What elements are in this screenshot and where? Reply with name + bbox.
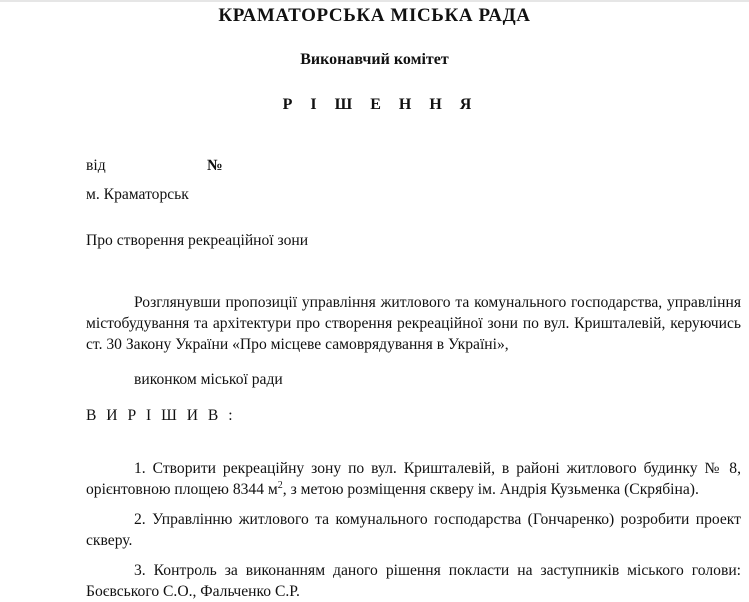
number-label: №	[207, 157, 223, 174]
resolution-item-3: 3. Контроль за виконанням даного рішення покласти на заступників міського голови: Боєвського С.О., Фальченко С.Р.	[86, 562, 741, 600]
issuer-line: виконком міської ради	[134, 371, 283, 388]
city-label: м. Краматорськ	[86, 186, 189, 203]
council-name-heading: КРАМАТОРСЬКА МІСЬКА РАДА	[218, 5, 531, 26]
resolved-heading: В И Р І Ш И В :	[86, 407, 236, 424]
item-1-text-b: , з метою розміщення скверу ім. Андрія Кузьменка (Скрябіна).	[282, 481, 699, 498]
committee-heading: Виконавчий комітет	[300, 51, 449, 68]
subject-line: Про створення рекреаційної зони	[86, 232, 309, 249]
resolution-item-2: 2. Управлінню житлового та комунального господарства (Гончаренко) розробити проект скверу.	[86, 511, 741, 549]
document-type-heading: Р І Ш Е Н Н Я	[282, 96, 479, 113]
area-unit-superscript: 2	[277, 480, 283, 491]
preamble-paragraph: Розглянувши пропозиції управління житлового та комунального господарства, управління містобудування та архітектури про створення рекреаційної зони по вул. Кришталевій, керуючись ст. 30 Закону України «Про місцеве самоврядування в Україні»,	[86, 294, 741, 353]
date-label: від	[86, 157, 106, 174]
resolution-item-1	[86, 458, 741, 500]
item-1-text-a: 1. Створити рекреаційну зону по вул. Кришталевій, в районі житлового будинку № 8, орієнтовною площею 8344 м	[86, 460, 741, 498]
